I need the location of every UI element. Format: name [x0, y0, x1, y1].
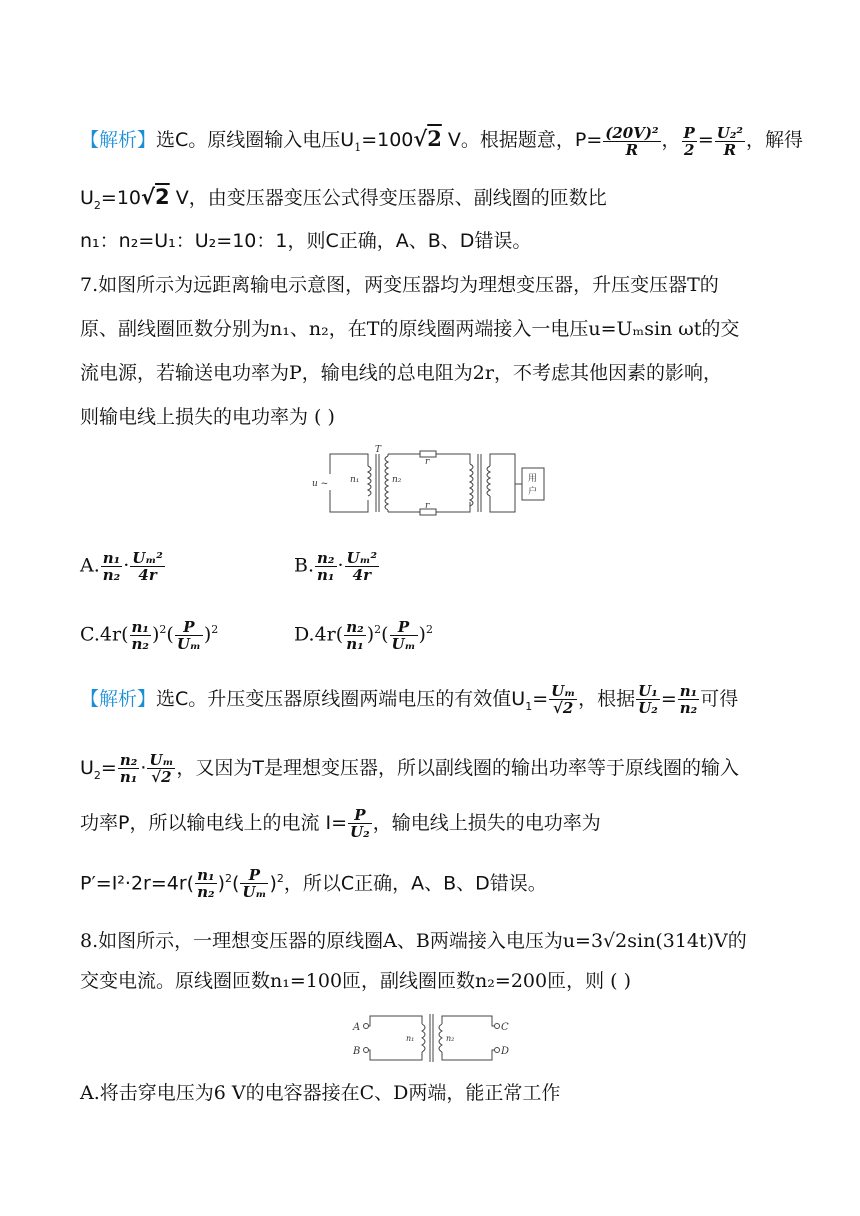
label-n1: n₁: [406, 1034, 415, 1043]
solution-line-1: 【解析】选C。原线圈输入电压$U_1=100√2$ V。根据题意，P= $\frac{\text{(20V)²}}{R}$ ， $\frac{P}{2}$ = $\frac{\text{U₂²}}{R}$ ，解得: [80, 123, 803, 159]
q7-line-4: 则输电线上损失的电功率为 ( ): [80, 406, 335, 428]
label-A: A: [353, 1022, 361, 1033]
q8-line-2: 交变电流。原线圈匝数n₁=100匝，副线圈匝数n₂=200匝，则 ( ): [80, 970, 631, 992]
q7-line-3: 流电源，若输送电功率为P，输电线的总电阻为2r，不考虑其他因素的影响，: [80, 362, 722, 384]
transmission-circuit-diagram: [310, 444, 560, 522]
label-user-2: 户: [528, 487, 538, 497]
analysis-tag: 【解析】: [80, 129, 157, 151]
label-n1: n₁: [350, 475, 360, 485]
fraction: $\frac{P}{2}$: [683, 123, 695, 159]
q7-line-2: 原、副线圈匝数分别为n₁、n₂，在T的原线圈两端接入一电压u=Uₘsin ωt的交: [80, 318, 740, 340]
label-C: C: [501, 1022, 509, 1033]
label-r2: r: [425, 501, 430, 511]
label-r1: r: [425, 457, 430, 467]
solution-line-2: $U_2=10√2$ V，由变压器变压公式得变压器原、副线圈的匝数比: [80, 185, 607, 212]
option-b[interactable]: B. $\frac{\text{n₂}}{\text{n₁}}$ · $\frac{\text{Uₘ²}}{4r}$: [294, 549, 378, 584]
label-user-1: 用: [528, 474, 538, 484]
q8-line-1: 8.如图所示，一理想变压器的原线圈A、B两端接入电压为u=3√2sin(314t)V的: [80, 930, 747, 952]
option-d[interactable]: D.4r( $\frac{\text{n₂}}{\text{n₁}}$ )$^2$( $\frac{P}{\text{Uₘ}}$ )$^2$: [294, 617, 433, 653]
solution2-line-3: 功率P，所以输电线上的电流 I= $\frac{P}{\text{U₂}}$ ，输电线上损失的电功率为: [80, 806, 601, 841]
solution2-line-1: 【解析】选C。升压变压器原线圈两端电压的有效值$U_1=$ $\frac{\text{Uₘ}}{√2}$ ，根据 $\frac{\text{U₁}}{\text{U₂}}$ = $\frac{\text{n₁}}{\text{n₂}}$ 可得: [80, 682, 739, 717]
solution-line-3: n₁：n₂=U₁：U₂=10：1，则C正确，A、B、D错误。: [80, 230, 532, 252]
analysis-tag: 【解析】: [80, 688, 157, 710]
label-n2: n₂: [392, 475, 402, 485]
solution2-line-2: $U_2=$ $\frac{\text{n₂}}{\text{n₁}}$ · $\frac{\text{Uₘ}}{√2}$ ，又因为T是理想变压器，所以副线圈的输出功率等于原线圈的输入: [80, 751, 739, 786]
label-n2: n₂: [446, 1034, 455, 1043]
label-u: u ~: [312, 479, 329, 489]
transformer-diagram: [350, 1010, 520, 1064]
fraction: $\frac{\text{(20V)²}}{R}$: [605, 123, 659, 159]
label-B: B: [353, 1046, 361, 1057]
label-D: D: [501, 1046, 510, 1057]
solution2-line-4: P′=I²·2r=4r( $\frac{\text{n₁}}{\text{n₂}}$ )$^2$( $\frac{P}{\text{Uₘ}}$ )$^2$，所以C正确，A、B、D错误。: [80, 866, 547, 902]
q8-option-a[interactable]: A.将击穿电压为6 V的电容器接在C、D两端，能正常工作: [80, 1082, 561, 1104]
option-c[interactable]: C.4r( $\frac{\text{n₁}}{\text{n₂}}$ )$^2$( $\frac{P}{\text{Uₘ}}$ )$^2$: [80, 617, 219, 653]
fraction: $\frac{\text{U₂²}}{R}$: [716, 123, 743, 159]
option-a[interactable]: A. $\frac{\text{n₁}}{\text{n₂}}$ · $\frac{\text{Uₘ²}}{4r}$: [80, 549, 163, 584]
q7-line-1: 7.如图所示为远距离输电示意图，两变压器均为理想变压器，升压变压器T的: [80, 274, 719, 296]
label-T: T: [375, 445, 382, 455]
